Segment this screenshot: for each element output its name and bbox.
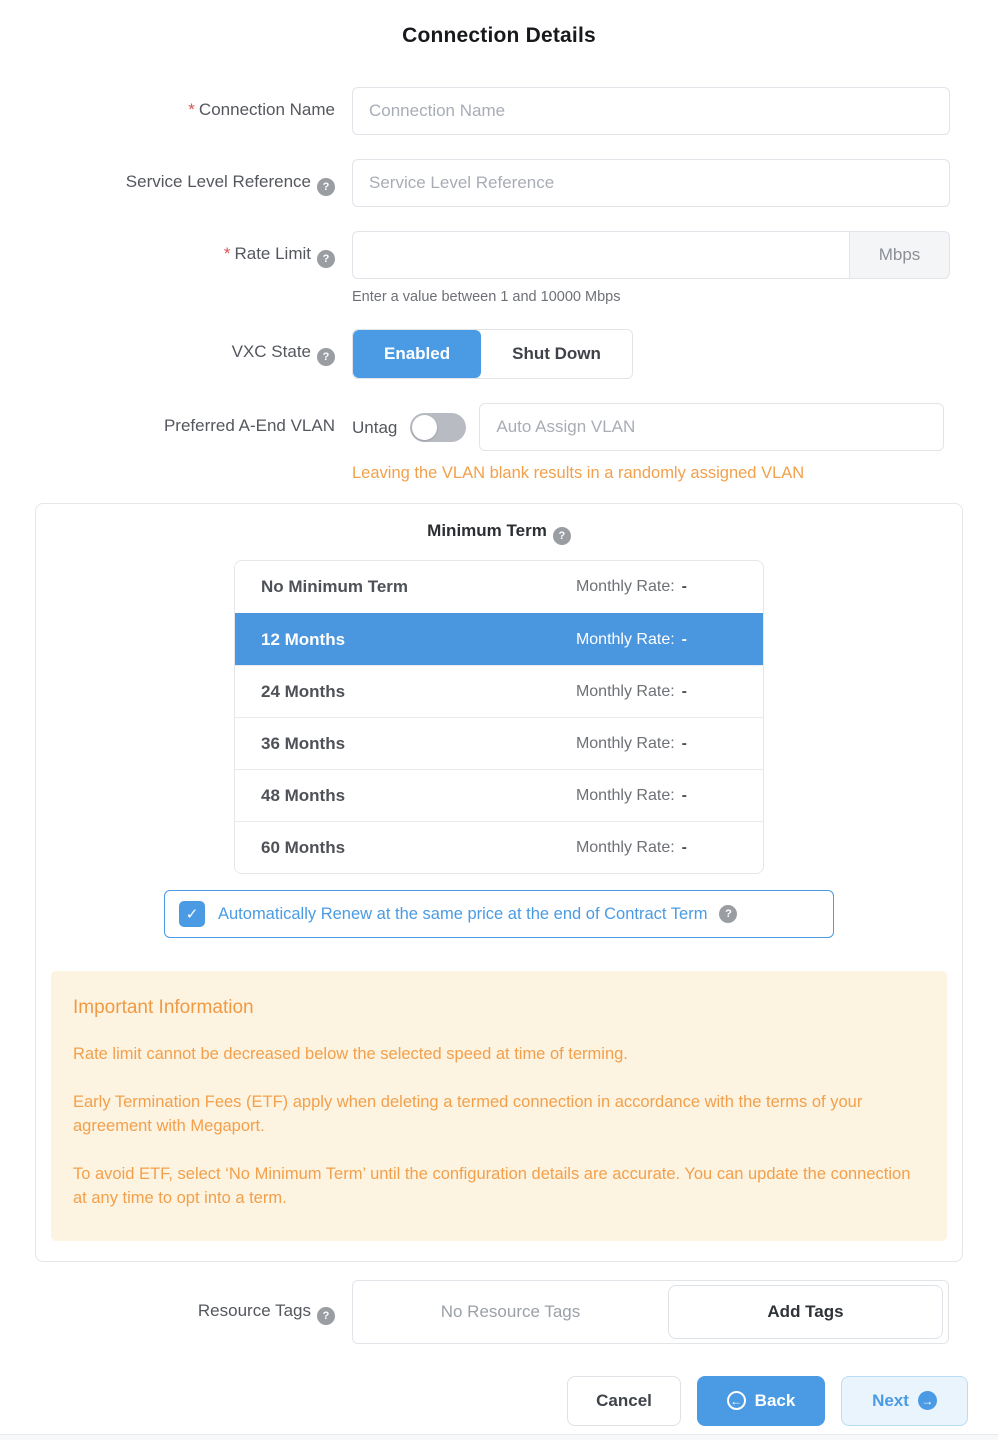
resource-tags-row: [0, 1280, 998, 1344]
next-button[interactable]: Next →: [841, 1376, 968, 1426]
term-label: 24 Months: [261, 681, 346, 701]
help-icon[interactable]: ?: [317, 348, 335, 366]
auto-renew-option[interactable]: [164, 890, 834, 938]
rate-limit-row: [0, 231, 998, 305]
term-row[interactable]: [235, 613, 763, 665]
vxc-state-shutdown-button[interactable]: Shut Down: [481, 330, 632, 378]
minimum-term-card: [35, 503, 963, 1262]
required-asterisk: *: [223, 244, 231, 263]
rate-limit-input[interactable]: [352, 231, 850, 279]
service-level-reference-input[interactable]: [352, 159, 950, 207]
cancel-button[interactable]: Cancel: [567, 1376, 681, 1426]
term-rate: Monthly Rate: -: [575, 630, 687, 648]
term-rate: Monthly Rate: -: [575, 734, 687, 752]
vlan-label: Preferred A-End VLAN: [163, 416, 335, 435]
term-label: 60 Months: [261, 837, 346, 857]
service-level-reference-row: [0, 159, 998, 207]
help-icon[interactable]: ?: [553, 527, 571, 545]
vxc-state-label: VXC State ?: [0, 329, 352, 366]
rate-limit-helper-text: Enter a value between 1 and 10000 Mbps: [352, 289, 621, 305]
untag-toggle-knob: [412, 415, 437, 440]
arrow-circle-right-icon: →: [918, 1391, 937, 1410]
resource-tags-box: [352, 1280, 949, 1344]
vlan-input[interactable]: [479, 403, 944, 451]
help-icon[interactable]: ?: [317, 250, 335, 268]
auto-renew-label: Automatically Renew at the same price at the end of Contract Term: [218, 904, 708, 923]
vxc-state-row: [0, 329, 998, 379]
untag-toggle[interactable]: [410, 413, 466, 442]
connection-name-label: * Connection Name: [188, 100, 335, 119]
minimum-term-title: Minimum Term ?: [36, 521, 962, 545]
auto-renew-checkbox[interactable]: [179, 901, 205, 927]
add-tags-button[interactable]: Add Tags: [668, 1285, 943, 1339]
required-asterisk: *: [188, 100, 195, 119]
important-information-paragraph: Early Termination Fees (ETF) apply when deleting a termed connection in accordance with the terms of your agreement with Megaport.: [73, 1092, 863, 1135]
help-icon[interactable]: ?: [719, 905, 737, 923]
help-icon[interactable]: ?: [317, 178, 335, 196]
vxc-state-toggle-group: [352, 329, 633, 379]
term-label: 48 Months: [261, 785, 346, 805]
form-actions: [0, 1376, 998, 1426]
arrow-circle-left-icon: ←: [727, 1391, 746, 1410]
term-rate: Monthly Rate: -: [575, 682, 687, 700]
back-button[interactable]: ← Back: [697, 1376, 825, 1426]
rate-limit-input-group: [352, 231, 950, 279]
term-row[interactable]: [235, 821, 763, 873]
page-title: Connection Details: [402, 24, 596, 47]
rate-limit-unit: Mbps: [850, 231, 950, 279]
vlan-row: [0, 403, 998, 483]
term-row[interactable]: [235, 769, 763, 821]
term-rate: Monthly Rate: -: [575, 578, 687, 595]
term-rate: Monthly Rate: -: [575, 786, 687, 804]
service-level-reference-label: Service Level Reference ?: [0, 159, 352, 196]
important-information-paragraph: To avoid ETF, select ‘No Minimum Term’ until the configuration details are accurate. You can update the connection at any time to opt into a term.: [73, 1164, 911, 1207]
resource-tags-empty-text: No Resource Tags: [440, 1301, 581, 1321]
vxc-state-enabled-button[interactable]: Enabled: [353, 330, 481, 378]
help-icon[interactable]: ?: [317, 1307, 335, 1325]
term-label: 36 Months: [261, 733, 346, 753]
term-rate: Monthly Rate: -: [575, 838, 687, 856]
connection-name-row: [0, 87, 998, 135]
checkmark-icon: ✓: [185, 906, 199, 923]
connection-details-form: [0, 87, 998, 483]
untag-label: Untag: [352, 418, 398, 437]
term-row[interactable]: [235, 665, 763, 717]
important-information-title: Important Information: [73, 997, 254, 1018]
minimum-term-table: [234, 560, 764, 874]
connection-name-input[interactable]: [352, 87, 950, 135]
vlan-note: Leaving the VLAN blank results in a randomly assigned VLAN: [352, 464, 805, 482]
rate-limit-label: * Rate Limit ?: [0, 231, 352, 268]
term-label: No Minimum Term: [261, 577, 409, 596]
important-information-box: [51, 971, 947, 1241]
footer-divider: [0, 1434, 998, 1440]
term-row[interactable]: [235, 561, 763, 613]
term-row[interactable]: [235, 717, 763, 769]
important-information-paragraph: Rate limit cannot be decreased below the selected speed at time of terming.: [73, 1045, 628, 1063]
term-label: 12 Months: [261, 629, 346, 649]
resource-tags-label: Resource Tags ?: [0, 1280, 352, 1325]
